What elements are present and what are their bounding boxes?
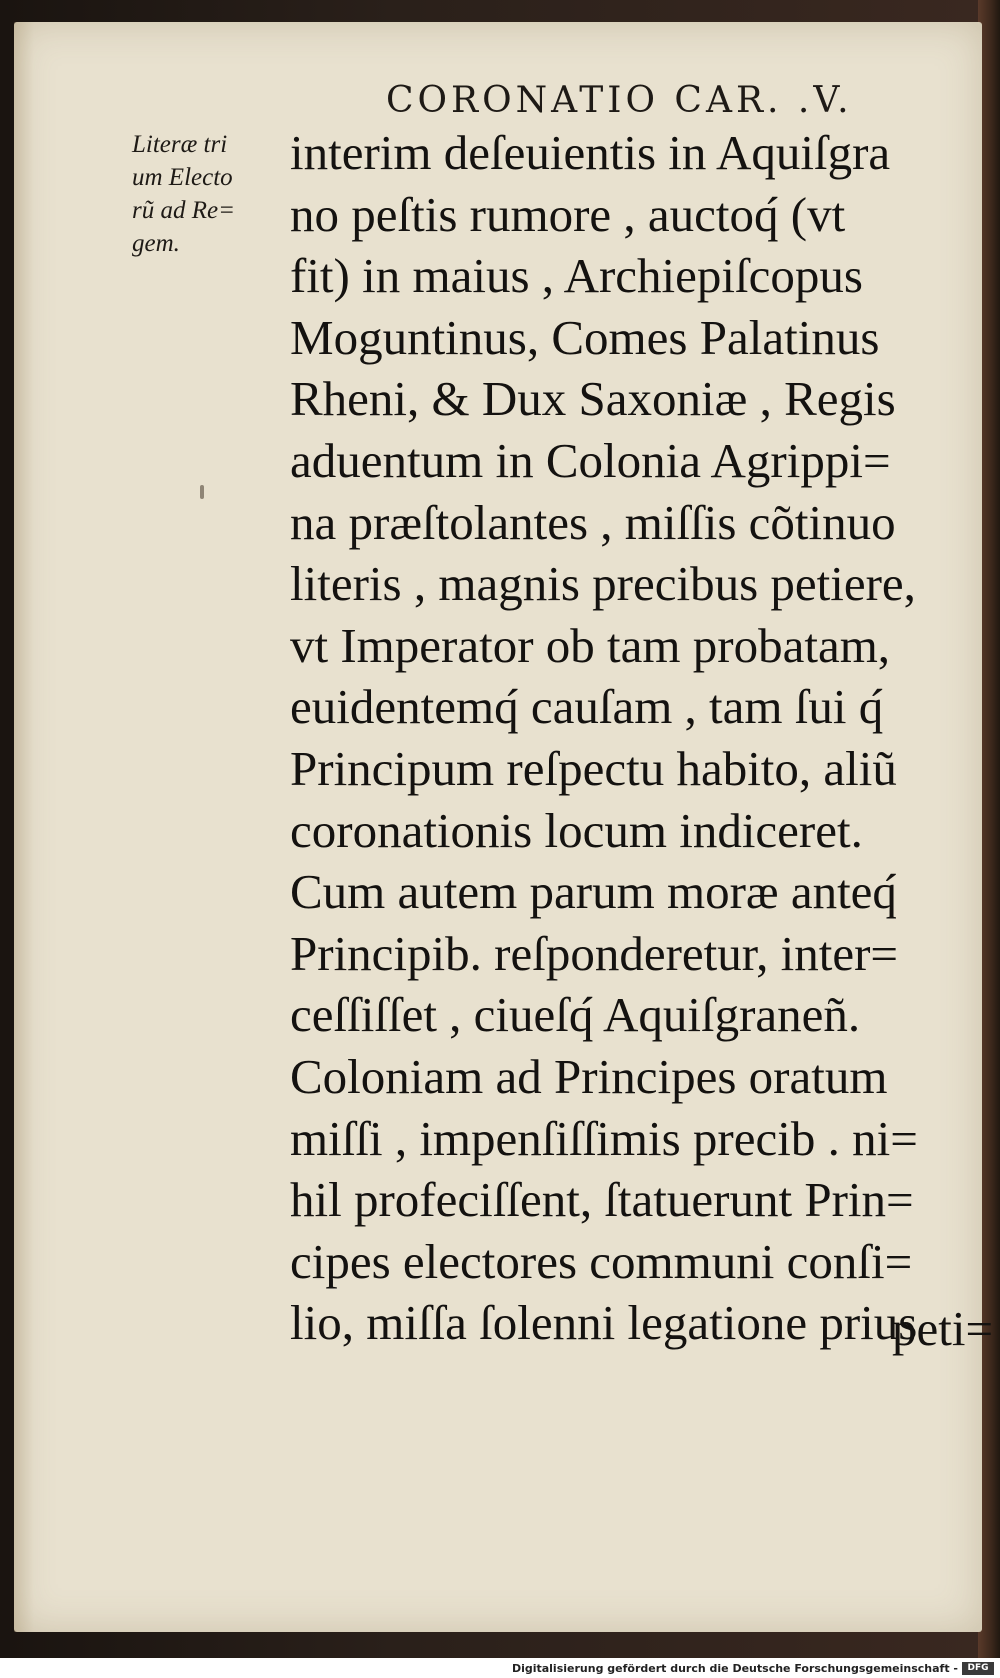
text-line: vt Imperator ob tam probatam, <box>290 617 891 673</box>
running-head: CORONATIO CAR. .V. <box>386 80 853 121</box>
margin-note-line: gem. <box>132 230 180 257</box>
margin-note-line: Literæ tri <box>132 131 228 158</box>
text-line: literis , magnis precibus petiere, <box>290 556 916 612</box>
text-line: Rheni, & Dux Saxoniæ , Regis <box>290 371 896 427</box>
footer-credit: Digitalisierung gefördert durch die Deutsche Forschungsgemeinschaft - <box>511 1662 958 1675</box>
paper-fold-shadow <box>14 22 34 1632</box>
paper-speck <box>200 485 204 499</box>
text-line: Cum autem parum moræ anteq́ <box>290 864 897 920</box>
text-line: hil profeciſſent, ſtatuerunt Prin= <box>290 1172 914 1228</box>
text-line: interim deſeuientis in Aquiſgra <box>290 125 891 180</box>
body-text <box>290 122 980 1354</box>
margin-note <box>132 128 292 260</box>
text-line: euidentemq́ cauſam , tam ſui q́ <box>290 679 884 735</box>
margin-note-line: um Electo <box>132 164 233 191</box>
text-line: ceſſiſſet , ciueſq́ Aquiſgraneñ. <box>290 987 861 1043</box>
text-line: Coloniam ad Principes oratum <box>290 1048 888 1104</box>
text-line: Principum reſpectu habito, aliũ <box>290 740 897 796</box>
text-line: coronationis locum indiceret. <box>290 802 863 858</box>
margin-note-line: rũ ad Re= <box>132 197 235 224</box>
text-line: na præſtolantes , miſſis cõtinuo <box>290 494 896 550</box>
text-line: miſſi , impenſiſſimis precib . ni= <box>290 1110 918 1166</box>
text-line: fit) in maius , Archiepiſcopus <box>290 248 863 304</box>
text-line: aduentum in Colonia Agrippi= <box>290 432 891 488</box>
text-line: no peſtis rumore , auctoq́ (vt <box>290 186 846 242</box>
text-line: cipes electores communi conſi= <box>290 1233 913 1289</box>
text-line: Principib. reſponderetur, inter= <box>290 925 899 981</box>
catchword: peti= <box>892 1301 994 1356</box>
text-line: Moguntinus, Comes Palatinus <box>290 309 880 365</box>
dfg-logo: DFG <box>962 1662 994 1675</box>
text-line: lio, miſſa ſolenni legatione prius <box>290 1295 918 1351</box>
